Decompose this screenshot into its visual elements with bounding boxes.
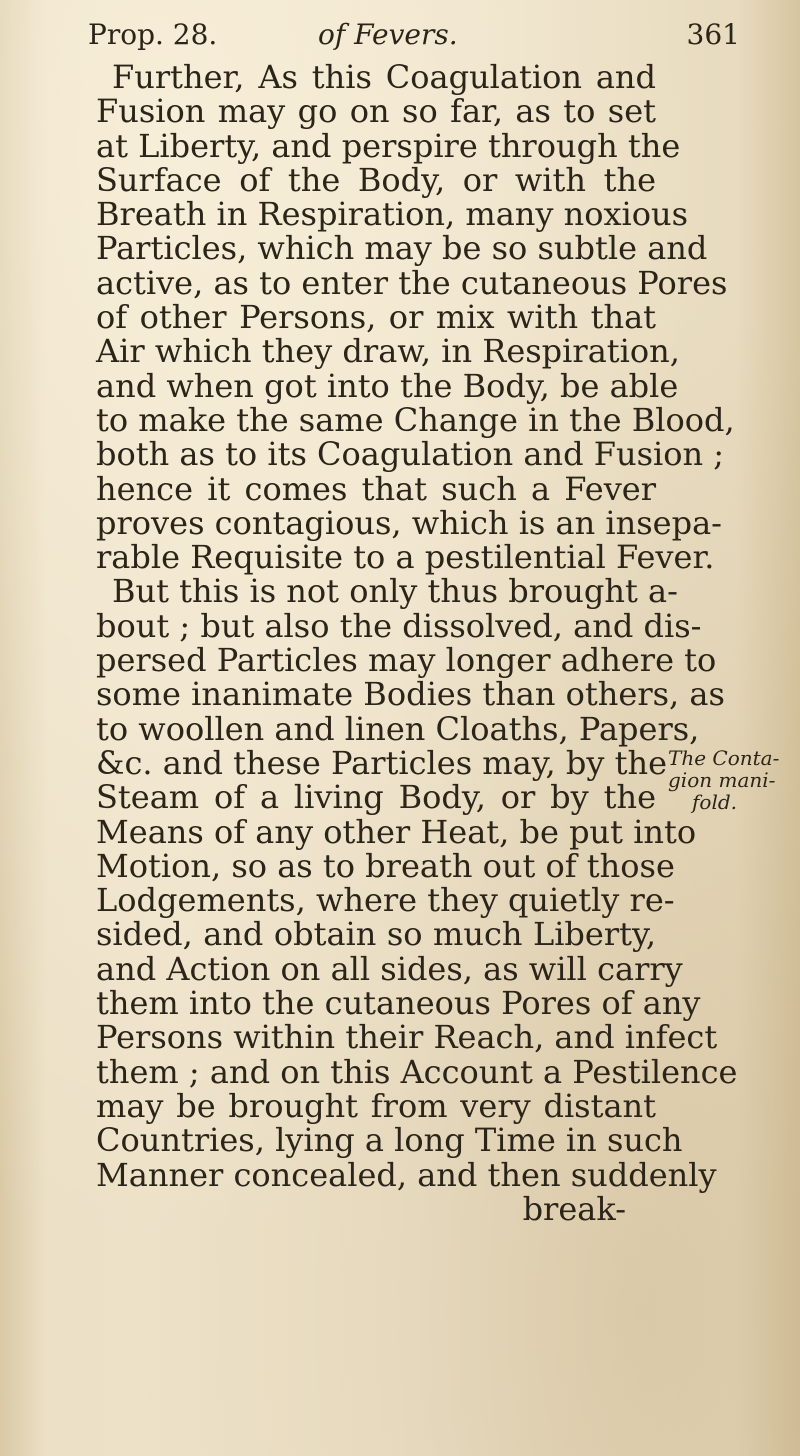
text-line: active, as to enter the cutaneous Pores	[96, 263, 728, 302]
text-line: both as to its Coagulation and Fusion ;	[96, 435, 725, 474]
text-line: at Liberty, and perspire through the	[96, 126, 681, 165]
running-title: of Fevers.	[318, 18, 458, 51]
proposition-label: Prop. 28.	[88, 18, 218, 51]
text-line: rable Requisite to a pestilential Fever.	[96, 538, 715, 577]
text-line: to woollen and linen Cloaths, Papers,	[96, 709, 700, 748]
running-header	[88, 18, 740, 58]
text-line: to make the same Change in the Blood,	[96, 400, 735, 439]
text-line: them ; and on this Account a Pestilence	[96, 1052, 738, 1091]
text-line: Persons within their Reach, and infect	[96, 1018, 718, 1057]
text-line: and Action on all sides, as will carry	[96, 949, 683, 988]
text-line: persed Particles may longer adhere to	[96, 641, 717, 680]
catchword: break-	[522, 1189, 626, 1228]
text-line: proves contagious, which is an insepa-	[96, 503, 722, 542]
text-line: But this is not only thus brought a-	[112, 572, 678, 611]
text-line: sided, and obtain so much Liberty,	[96, 915, 656, 954]
page-number: 361	[686, 18, 740, 51]
text-line: of other Persons, or mix with that	[96, 298, 656, 337]
text-line: Steam of a living Body, or by the	[96, 778, 656, 817]
text-line: and when got into the Body, be able	[96, 366, 679, 405]
text-line: Lodgements, where they quietly re-	[96, 881, 675, 920]
text-line: Breath in Respiration, many noxious	[96, 195, 689, 234]
text-line: Particles, which may be so subtle and	[96, 229, 708, 268]
text-line: them into the cutaneous Pores of any	[96, 984, 701, 1023]
text-line: &c. and these Particles may, by the	[96, 743, 668, 782]
text-line: Surface of the Body, or with the	[96, 160, 656, 199]
text-line: Motion, so as to breath out of those	[96, 846, 675, 885]
margin-note-line: gion mani-	[668, 768, 776, 792]
text-line: Fusion may go on so far, as to set	[96, 92, 656, 131]
text-line: Air which they draw, in Respiration,	[96, 332, 680, 371]
text-line: may be brought from very distant	[96, 1086, 656, 1125]
text-line: some inanimate Bodies than others, as	[96, 675, 725, 714]
margin-note	[668, 747, 798, 813]
text-line: Countries, lying a long Time in such	[96, 1121, 683, 1160]
text-line: Manner concealed, and then suddenly	[96, 1155, 717, 1194]
margin-note-line: The Conta-	[668, 746, 780, 770]
text-line: hence it comes that such a Fever	[96, 469, 656, 508]
text-line: bout ; but also the dissolved, and dis-	[96, 606, 702, 645]
text-line: Means of any other Heat, be put into	[96, 812, 697, 851]
margin-note-line: fold.	[692, 790, 737, 814]
text-line: Further, As this Coagulation and	[112, 58, 656, 96]
